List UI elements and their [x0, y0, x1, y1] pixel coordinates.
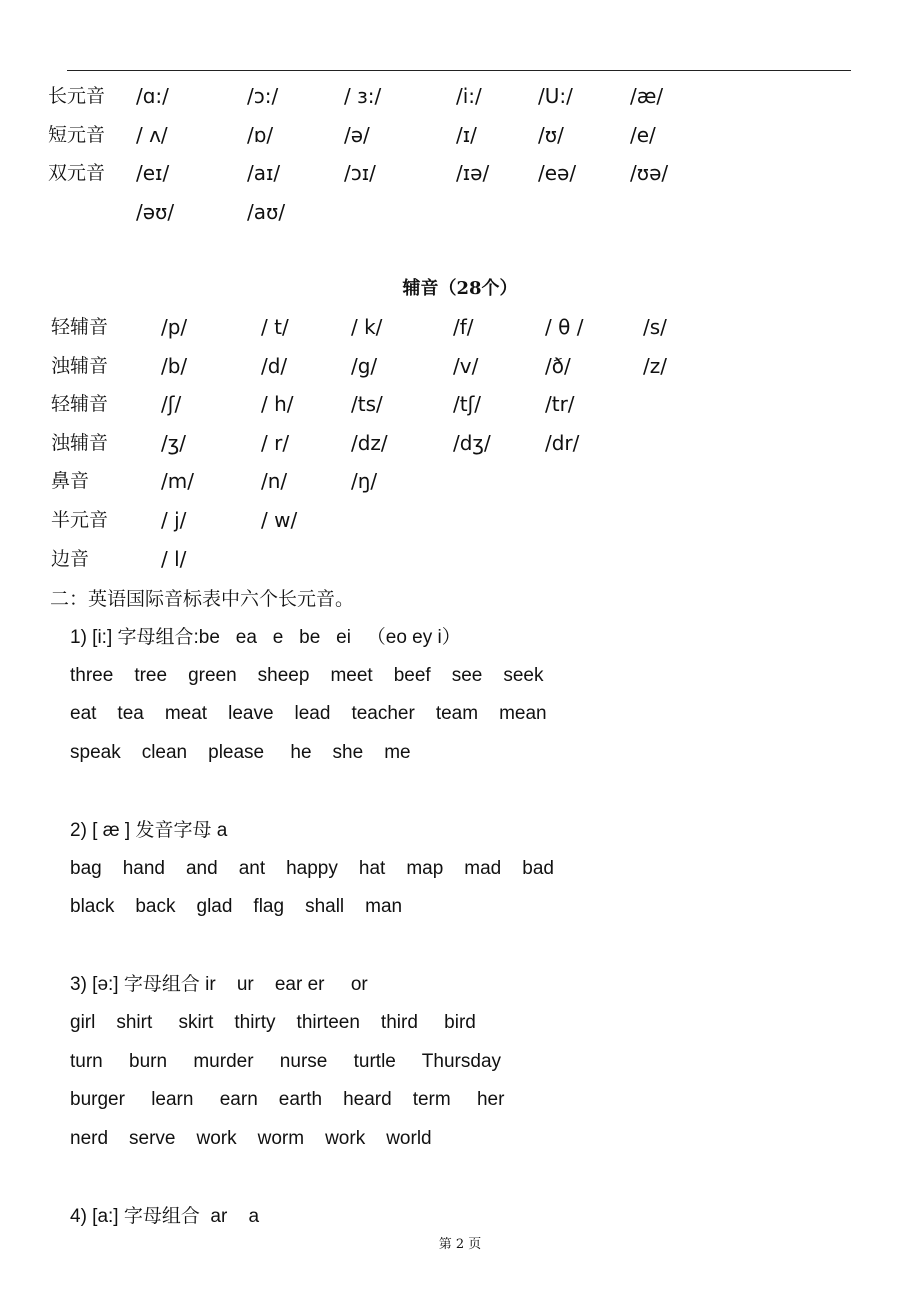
example-word: turtle: [348, 1050, 396, 1072]
example-word: tree: [134, 664, 168, 686]
example-word: back: [135, 896, 176, 918]
example-word: murder: [188, 1050, 254, 1072]
example-word: green: [188, 664, 237, 686]
vowel-row: [48, 158, 848, 188]
group-letters: ir ur ear er or: [199, 974, 368, 996]
example-word: learn: [145, 1089, 194, 1111]
example-word: work: [196, 1127, 237, 1149]
phonetic-symbol: /b/: [161, 353, 188, 378]
group-cn-label: 发音字母: [135, 819, 212, 841]
word-line: [70, 661, 543, 691]
phonetic-symbol: / ɜ:/: [344, 84, 382, 108]
vowel-row: [48, 81, 848, 111]
vowel-row: [48, 120, 848, 150]
word-line: [70, 1047, 501, 1077]
phonetic-symbol: /p/: [161, 315, 188, 339]
example-word: thirteen: [296, 1012, 360, 1033]
example-word: heard: [343, 1089, 392, 1111]
example-word: lead: [294, 703, 331, 725]
row-label: 双元音: [48, 162, 106, 185]
phonetic-symbol: /ʊ/: [538, 122, 564, 147]
phonetic-symbol: /eə/: [538, 161, 577, 186]
phonetic-symbol: /f/: [453, 315, 474, 339]
example-word: hat: [358, 857, 386, 879]
phonetic-symbol: /æ/: [630, 84, 664, 108]
example-word: thirty: [234, 1012, 276, 1033]
phonetic-symbol: /n/: [261, 469, 288, 494]
phonetic-symbol: /s/: [643, 315, 667, 339]
example-word: three: [70, 664, 114, 686]
phonetic-symbol: /ə/: [344, 122, 370, 147]
section-title: 二：英语国际音标表中六个长元音。: [50, 588, 355, 610]
example-word: man: [365, 896, 403, 918]
phonetic-symbol: /ɔɪ/: [344, 161, 376, 186]
phonetic-symbol: /d/: [261, 353, 288, 378]
phonetic-symbol: /tr/: [545, 392, 575, 417]
consonant-row: [51, 312, 851, 342]
phonetic-symbol: /aʊ/: [247, 199, 286, 224]
group-letters: :be ea e be ei （eo ey i）: [193, 627, 461, 648]
example-word: tea: [117, 703, 144, 725]
phonetic-symbol: / θ /: [545, 315, 584, 339]
example-word: please: [208, 741, 265, 763]
phonetic-symbol: /ŋ/: [351, 469, 378, 494]
example-word: world: [386, 1127, 432, 1149]
phonetic-symbol: / j/: [161, 508, 187, 532]
example-word: me: [384, 741, 411, 763]
group-number: 3) [ə:]: [70, 974, 124, 996]
consonant-heading: 辅音（28个）: [402, 278, 518, 299]
phonetic-symbol: / l/: [161, 546, 187, 571]
phonetic-symbol: /ɪə/: [456, 161, 490, 186]
phonetic-symbol: /əʊ/: [136, 199, 175, 224]
consonant-row: [51, 466, 851, 496]
phonetic-symbol: /ɒ/: [247, 122, 274, 147]
example-word: mad: [464, 857, 502, 879]
example-word: and: [185, 857, 218, 879]
example-word: black: [70, 896, 115, 918]
phonetic-symbol: / k/: [351, 315, 383, 339]
example-word: meat: [164, 703, 208, 725]
row-label: 短元音: [48, 123, 106, 146]
consonant-row: [51, 389, 851, 419]
phonetic-symbol: /ts/: [351, 392, 383, 417]
example-word: work: [325, 1127, 366, 1149]
example-word: bag: [70, 857, 102, 879]
example-word: her: [471, 1089, 505, 1111]
phonetic-symbol: /z/: [643, 353, 667, 378]
phonetic-symbol: /dz/: [351, 430, 388, 455]
header-rule: [67, 70, 851, 71]
word-line: [70, 854, 554, 884]
row-label: 轻辅音: [51, 316, 109, 338]
consonant-row: [51, 505, 851, 535]
phonetic-symbol: / ʌ/: [136, 122, 168, 147]
phonetic-symbol: /dʒ/: [453, 430, 491, 455]
phonetic-symbol: /ʊə/: [630, 161, 669, 186]
group-number: 1) [i:]: [70, 627, 118, 648]
example-word: bird: [438, 1012, 476, 1033]
phonetic-symbol: /ð/: [545, 353, 571, 378]
group-heading: [70, 969, 368, 1000]
example-word: happy: [286, 857, 338, 879]
phonetic-symbol: /dr/: [545, 430, 580, 455]
phonetic-symbol: / r/: [261, 430, 290, 455]
example-word: bad: [522, 857, 554, 879]
row-label: 鼻音: [51, 470, 90, 493]
example-word: earth: [278, 1089, 323, 1111]
word-line: [70, 892, 402, 922]
word-line: [70, 1085, 504, 1115]
example-word: hand: [122, 857, 165, 879]
example-word: eat: [70, 703, 97, 725]
example-word: worm: [257, 1127, 305, 1149]
example-word: she: [332, 741, 364, 763]
phonetic-symbol: /ɔ:/: [247, 84, 279, 108]
example-word: Thursday: [416, 1050, 502, 1072]
example-word: beef: [393, 664, 431, 686]
example-word: burn: [123, 1050, 168, 1072]
example-word: team: [435, 703, 479, 725]
group-letters: ar a: [199, 1206, 260, 1227]
phonetic-symbol: /g/: [351, 353, 378, 378]
group-heading: [70, 1201, 259, 1232]
phonetic-symbol: /ʒ/: [161, 430, 187, 455]
row-label: 浊辅音: [51, 354, 109, 377]
phonetic-symbol: /U:/: [538, 84, 573, 108]
group-number: 4) [a:]: [70, 1206, 124, 1227]
group-cn-label: 字母组合: [123, 1205, 200, 1227]
example-word: serve: [129, 1127, 176, 1149]
example-word: shall: [305, 896, 345, 918]
phonetic-symbol: /m/: [161, 469, 194, 494]
vowel-row: [48, 197, 848, 227]
group-letters: a: [211, 820, 228, 841]
word-line: [70, 1124, 432, 1154]
phonetic-symbol: /e/: [630, 122, 656, 147]
phonetic-symbol: /v/: [453, 353, 479, 378]
phonetic-symbol: / h/: [261, 392, 294, 417]
example-word: girl: [70, 1012, 96, 1033]
group-cn-label: 字母组合: [117, 626, 194, 648]
example-word: teacher: [351, 703, 415, 725]
example-word: burger: [70, 1089, 125, 1111]
example-word: turn: [70, 1050, 103, 1072]
phonetic-symbol: / t/: [261, 315, 289, 339]
example-word: sheep: [257, 664, 310, 686]
example-word: seek: [503, 664, 544, 686]
example-word: map: [406, 857, 444, 879]
phonetic-symbol: /tʃ/: [453, 392, 482, 417]
word-line: [70, 699, 547, 729]
row-label: 轻辅音: [51, 393, 109, 416]
example-word: nerd: [70, 1127, 109, 1149]
example-word: nurse: [274, 1050, 328, 1072]
phonetic-symbol: / w/: [261, 508, 298, 532]
row-label: 半元音: [51, 509, 109, 531]
example-word: clean: [141, 741, 188, 763]
row-label: 边音: [51, 547, 90, 570]
consonant-row: [51, 351, 851, 381]
phonetic-symbol: /ʃ/: [161, 392, 182, 417]
consonant-row: [51, 428, 851, 458]
example-word: earn: [214, 1089, 258, 1111]
group-heading: [70, 815, 227, 846]
word-line: [70, 1008, 476, 1038]
example-word: shirt: [116, 1012, 153, 1033]
example-word: he: [285, 741, 312, 763]
example-word: flag: [253, 896, 285, 918]
phonetic-symbol: /i:/: [456, 84, 482, 108]
phonetic-symbol: /ɑ:/: [136, 84, 169, 108]
example-word: third: [380, 1012, 418, 1033]
group-cn-label: 字母组合: [123, 973, 200, 996]
word-line: [70, 738, 411, 768]
example-word: leave: [228, 703, 274, 725]
consonant-row: [51, 544, 851, 574]
example-word: see: [451, 664, 483, 686]
example-word: skirt: [173, 1012, 214, 1033]
group-number: 2) [ æ ]: [70, 820, 136, 841]
row-label: 长元音: [48, 85, 106, 107]
example-word: glad: [196, 896, 233, 918]
row-label: 浊辅音: [51, 431, 109, 454]
example-word: ant: [238, 857, 266, 879]
example-word: speak: [70, 741, 121, 763]
example-word: term: [412, 1089, 451, 1111]
phonetic-symbol: /eɪ/: [136, 161, 170, 186]
example-word: meet: [330, 664, 373, 686]
page-number: 第 2 页: [438, 1237, 482, 1252]
phonetic-symbol: /aɪ/: [247, 161, 281, 186]
phonetic-symbol: /ɪ/: [456, 122, 477, 147]
example-word: mean: [499, 703, 547, 725]
group-heading: [70, 622, 461, 653]
